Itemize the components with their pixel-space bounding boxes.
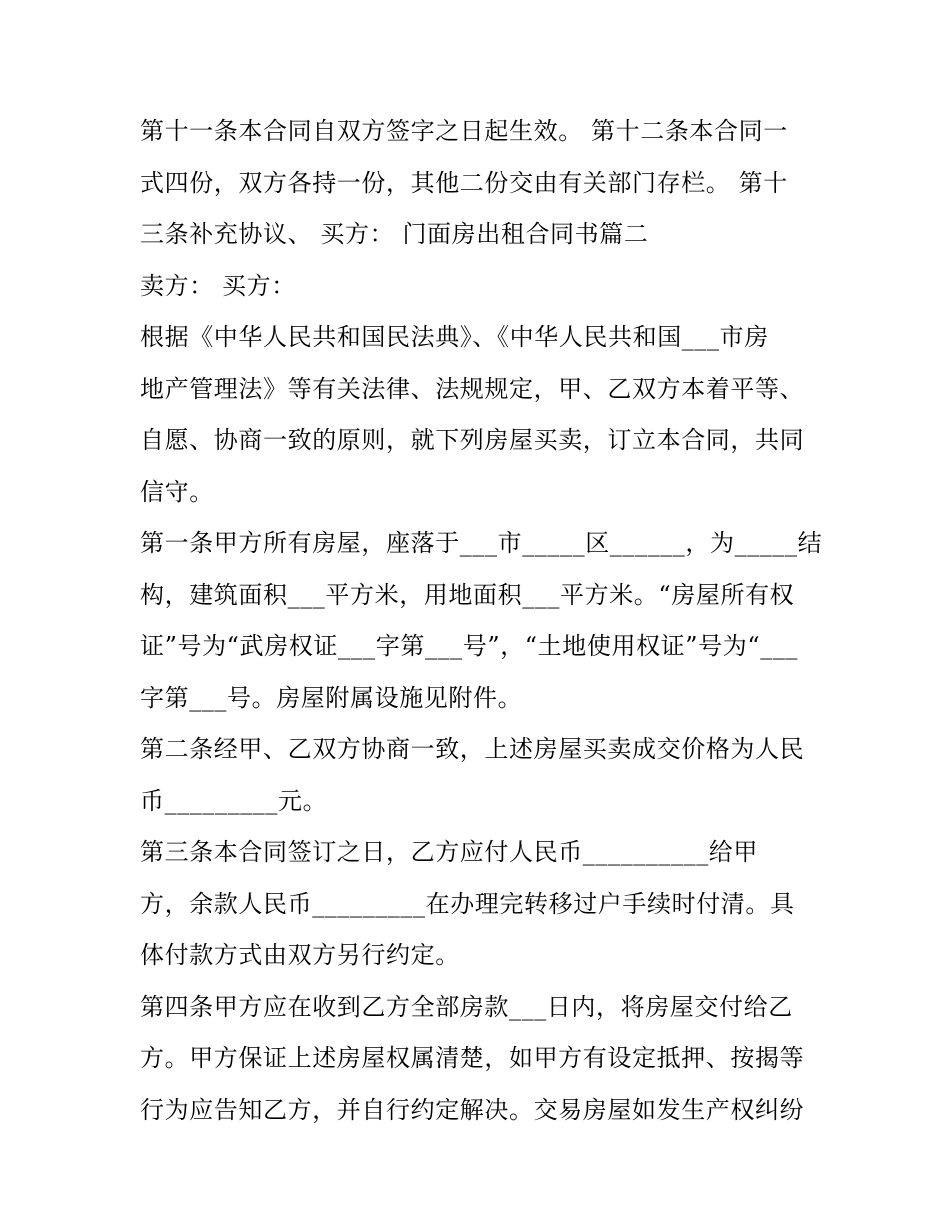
text-line: 地产管理法》等有关法律、法规规定，甲、乙双方本着平等、 — [140, 374, 805, 403]
text-line: 自愿、协商一致的原则，就下列房屋买卖，订立本合同，共同 — [140, 426, 805, 454]
text-line: 第三条本合同签订之日，乙方应付人民币__________给甲 — [140, 838, 758, 866]
text-line: 第一条甲方所有房屋，座落于___市_____区______，为_____结 — [140, 529, 823, 557]
text-line: 体付款方式由双方另行约定。 — [140, 941, 460, 969]
text-line: 根据《中华人民共和国民法典》、《中华人民共和国___市房 — [140, 323, 769, 351]
text-line: 信守。 — [140, 477, 214, 506]
text-line: 行为应告知乙方，并自行约定解决。交易房屋如发生产权纠纷 — [140, 1095, 805, 1124]
text-line: 第四条甲方应在收到乙方全部房款___日内，将房屋交付给乙 — [140, 992, 793, 1021]
text-line: 方。甲方保证上述房屋权属清楚，如甲方有设定抵押、按揭等 — [140, 1044, 805, 1072]
text-line: 卖方： 买方： — [140, 271, 296, 300]
text-line: 币_________元。 — [140, 786, 328, 815]
text-line: 证”号为“武房权证___字第___号”，“土地使用权证”号为“___ — [140, 632, 799, 660]
text-line: 字第___号。房屋附属设施见附件。 — [140, 683, 523, 712]
text-line: 三条补充协议、 买方： 门面房出租合同书篇二 — [140, 220, 649, 248]
document-body — [140, 106, 823, 1136]
text-line: 第二条经甲、乙双方协商一致，上述房屋买卖成交价格为人民 — [140, 735, 805, 763]
text-line: 第十一条本合同自双方签字之日起生效。 第十二条本合同一 — [140, 117, 788, 145]
text-line: 构，建筑面积___平方米，用地面积___平方米。“房屋所有权 — [140, 580, 795, 609]
text-line: 式四份，双方各持一份，其他二份交由有关部门存栏。 第十 — [140, 168, 788, 197]
text-line: 方，余款人民币_________在办理完转移过户手续时付清。具 — [140, 889, 795, 918]
